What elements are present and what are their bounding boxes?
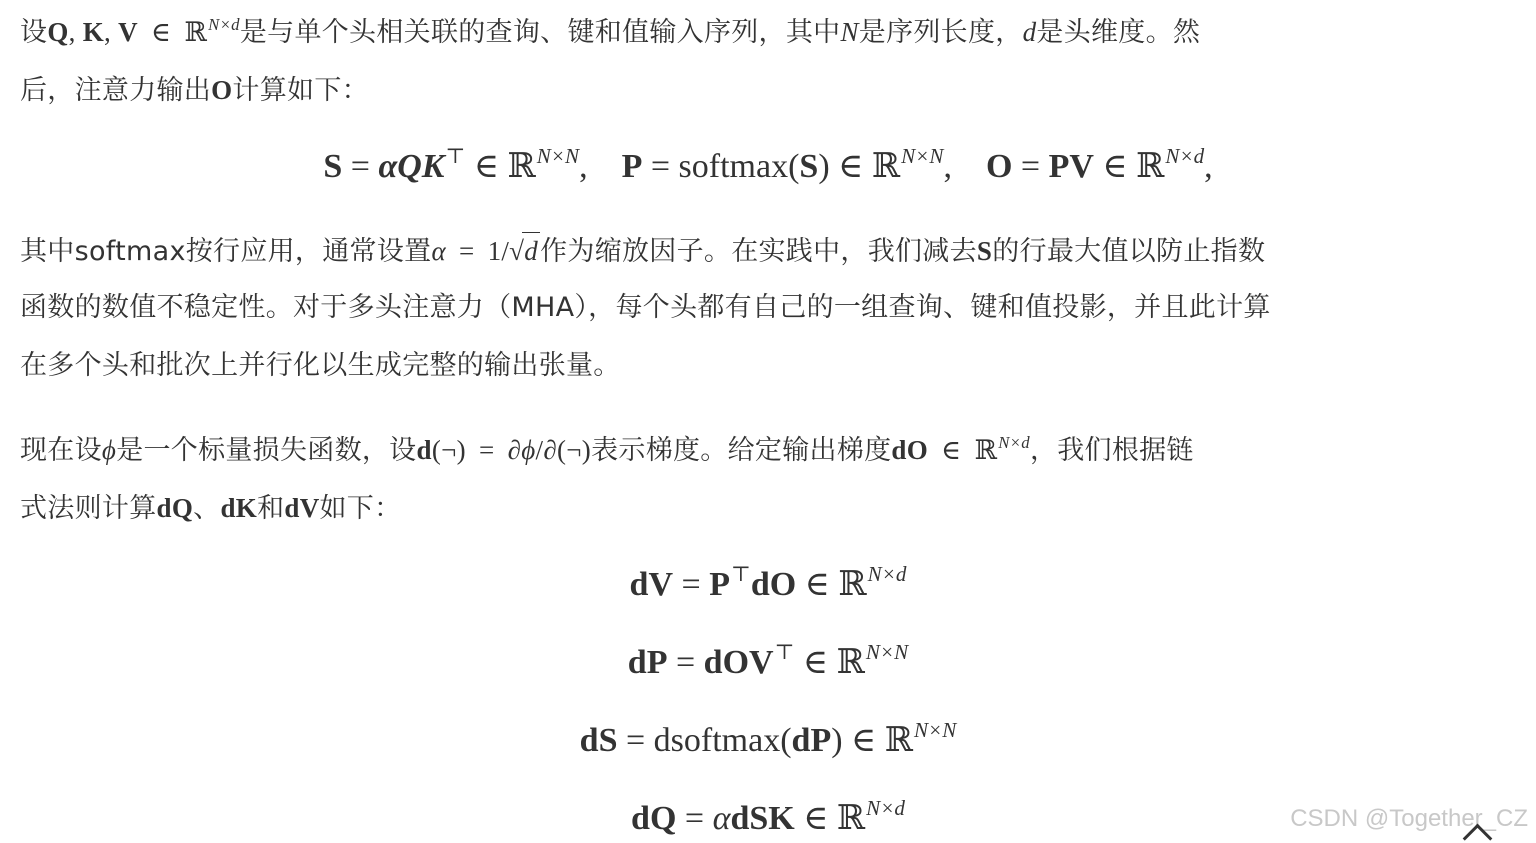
text: 表示梯度。给定输出梯度 — [591, 435, 892, 466]
text: 计算如下： — [232, 75, 369, 106]
math-O: O — [211, 75, 233, 105]
text: 在多个头和批次上并行化以生成完整的输出张量。 — [20, 350, 621, 381]
paragraph-3-line-1 — [20, 432, 1194, 472]
paragraph-3-line-2 — [20, 490, 401, 527]
equation-dV: dV = P⊤dO ∈ ℝ$^{N\times d}$ — [629, 562, 907, 603]
text: 是头维度。然 — [1036, 17, 1201, 48]
text: 如下： — [319, 493, 402, 524]
text: 是一个标量损失函数，设 — [116, 435, 417, 466]
math-gradient-def: d(¬) = ∂ϕ/∂(¬) — [416, 435, 592, 465]
math-d: d — [1022, 17, 1037, 47]
text: 其中softmax按行应用，通常设置 — [20, 236, 432, 267]
text: 现在设 — [20, 435, 102, 466]
math-dK: dK — [220, 493, 258, 523]
text: 是序列长度， — [858, 17, 1023, 48]
text: 的行最大值以防止指数 — [992, 236, 1266, 267]
equation-O: O = PV ∈ ℝ$^{N\times d}$, — [985, 144, 1213, 185]
math-qkv: Q, K, V ∈ ℝ$^{N\times d}$ — [47, 15, 240, 47]
attention-equation — [0, 146, 1536, 191]
equation-dS: dS = dsoftmax(dP) ∈ ℝ$^{N\times N}$ — [579, 718, 957, 759]
paragraph-2-line-2 — [20, 290, 1271, 326]
paragraph-2-line-1 — [20, 232, 1265, 270]
text: 、 — [193, 493, 221, 524]
paragraph-1-line-2 — [20, 72, 369, 109]
math-alpha: α = 1/√d — [431, 236, 540, 266]
text: 作为缩放因子。在实践中，我们减去 — [540, 236, 977, 267]
equation-dP: dP = dOV⊤ ∈ ℝ$^{N\times N}$ — [627, 640, 909, 681]
text: 式法则计算 — [20, 493, 157, 524]
equation-P: P = softmax(S) ∈ ℝ$^{N\times N}$, — [621, 144, 952, 185]
csdn-watermark: CSDN @Together_CZ — [1290, 805, 1528, 832]
paragraph-1-line-1 — [20, 14, 1200, 54]
equation-S: S = αQK⊤ ∈ ℝ$^{N\times N}$, — [323, 144, 588, 185]
text: 后，注意力输出 — [20, 75, 212, 106]
math-phi: ϕ — [101, 435, 117, 465]
math-dO: dO ∈ ℝ$^{N\times d}$ — [891, 433, 1030, 465]
text: ，我们根据链 — [1029, 435, 1194, 466]
text: 和 — [257, 493, 285, 524]
math-S: S — [976, 236, 993, 266]
math-N: N — [840, 17, 859, 47]
text: 是与单个头相关联的查询、键和值输入序列，其中 — [239, 17, 841, 48]
text: 设 — [20, 17, 48, 48]
math-dV: dV — [284, 493, 320, 523]
text: 函数的数值不稳定性。对于多头注意力（MHA），每个头都有自己的一组查询、键和值投影，并且此计算 — [20, 292, 1271, 323]
equation-dQ: dQ = αdSK ∈ ℝ$^{N\times d}$ — [631, 796, 905, 837]
math-dQ: dQ — [156, 493, 194, 523]
paragraph-2-line-3 — [20, 348, 621, 384]
